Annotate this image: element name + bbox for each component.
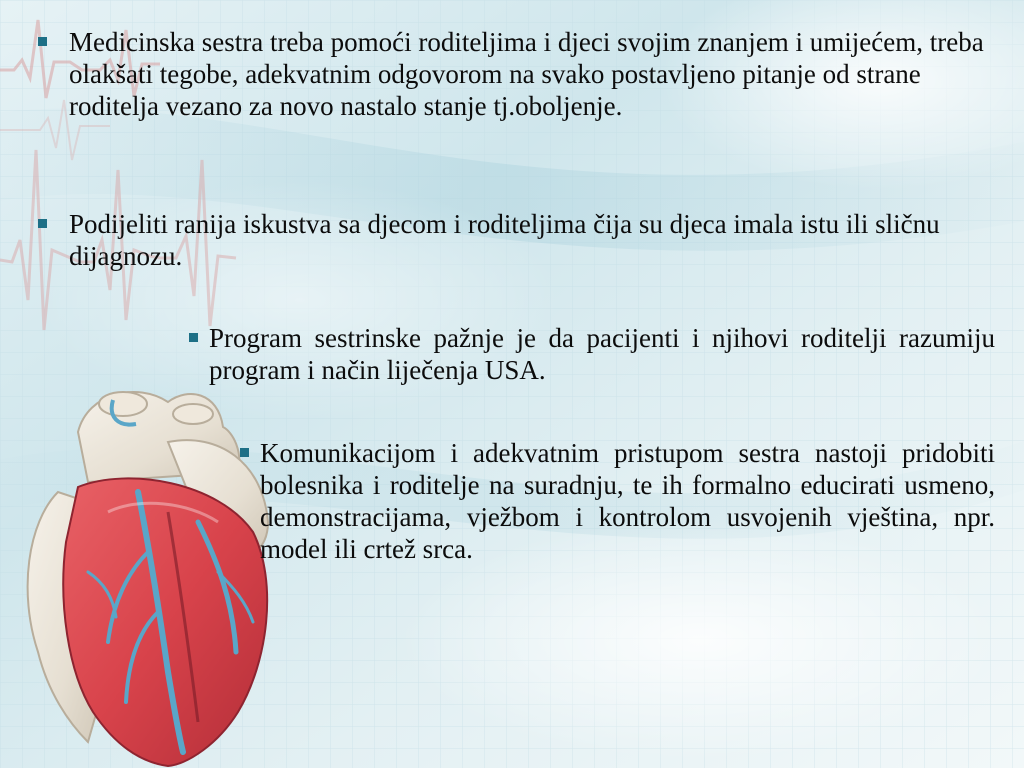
bullet-item-1	[38, 26, 988, 122]
bullet-text-1: Medicinska sestra treba pomoći roditeljima i djeci svojim znanjem i umijećem, treba olakšati tegobe, adekvatnim odgovorom na svako postavljeno pitanje od strane roditelja vezano za novo nastalo stanje tj.oboljenje.	[69, 27, 984, 121]
bullet-item-4	[240, 437, 995, 565]
bullet-text-2: Podijeliti ranija iskustva sa djecom i roditeljima čija su djeca imala istu ili sličnu dijagnozu.	[69, 209, 940, 271]
bullet-text-3: Program sestrinske pažnje je da pacijenti i njihovi roditelji razumiju program i način liječenja USA.	[209, 323, 995, 385]
anatomical-heart-model	[18, 372, 280, 768]
bullet-item-2	[38, 208, 988, 272]
bullet-text-4: Komunikacijom i adekvatnim pristupom sestra nastoji pridobiti bolesnika i roditelje na suradnju, te ih formalno educirati usmeno, demonstracijama, vježbom i kontrolom usvojenih vještina, npr. model ili crtež srca.	[260, 438, 995, 564]
square-bullet-icon	[189, 333, 198, 342]
square-bullet-icon	[38, 37, 47, 46]
bullet-item-3	[189, 322, 995, 386]
square-bullet-icon	[38, 219, 47, 228]
square-bullet-icon	[240, 448, 249, 457]
